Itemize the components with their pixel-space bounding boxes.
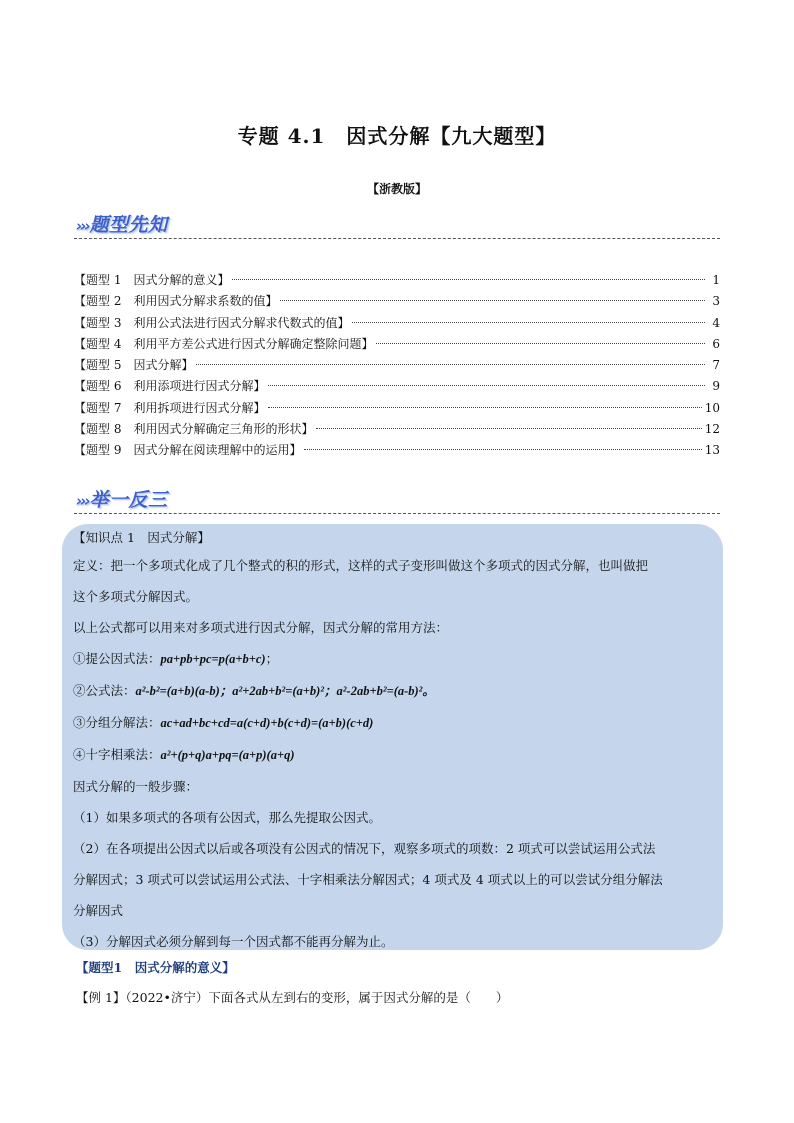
toc-item[interactable]: 【题型 9 因式分解在阅读理解中的运用】 13	[74, 443, 720, 458]
page-title: 专题 4.1 因式分解【九大题型】	[237, 124, 557, 148]
divider	[74, 513, 720, 514]
step-item: （2）在各项提出公因式以后或各项没有公因式的情况下，观察多项式的项数：2 项式可以尝试运用公式法	[73, 841, 656, 856]
toc-item[interactable]: 【题型 5 因式分解】 7	[74, 358, 720, 373]
knowledge-point-box	[62, 524, 723, 950]
toc-item[interactable]: 【题型 1 因式分解的意义】 1	[74, 273, 720, 287]
toc-item[interactable]: 【题型 8 利用因式分解确定三角形的形状】 12	[74, 422, 720, 437]
steps-title: 因式分解的一般步骤：	[73, 779, 199, 794]
formula: pa+pb+pc=p(a+b+c)	[160, 652, 266, 666]
methods-intro: 以上公式都可以用来对多项式进行因式分解，因式分解的常用方法：	[73, 620, 449, 635]
type1-heading: 【题型1 因式分解的意义】	[76, 960, 235, 975]
banner-text: 举一反三	[89, 489, 168, 511]
triple-arrow-icon: ›››	[76, 217, 89, 235]
section-banner-practice	[76, 485, 168, 515]
toc-item[interactable]: 【题型 6 利用添项进行因式分解】 9	[74, 379, 720, 394]
formula: a²+(p+q)a+pq=(a+p)(a+q)	[160, 748, 295, 762]
formula: ac+ad+bc+cd=a(c+d)+b(c+d)=(a+b)(c+d)	[160, 716, 374, 730]
method-cross-multiplication: ④十字相乘法：a²+(p+q)a+pq=(a+p)(a+q)	[73, 747, 295, 762]
table-of-contents	[74, 270, 720, 462]
toc-item[interactable]: 【题型 4 利用平方差公式进行因式分解确定整除问题】 6	[74, 336, 720, 351]
section-banner-preview	[76, 210, 168, 240]
divider	[74, 238, 720, 239]
banner-text: 题型先知	[89, 214, 168, 236]
toc-item[interactable]: 【题型 7 利用拆项进行因式分解】 10	[74, 400, 720, 415]
definition-line: 定义：把一个多项式化成了几个整式的积的形式，这样的式子变形叫做这个多项式的因式分解，也叫做把	[73, 558, 649, 573]
step-item: （1）如果多项式的各项有公因式，那么先提取公因式。	[73, 810, 381, 825]
step-item: （3）分解因式必须分解到每一个因式都不能再分解为止。	[73, 934, 394, 949]
example-question: 【例 1】（2022•济宁）下面各式从左到右的变形，属于因式分解的是（ ）	[76, 990, 509, 1005]
method-common-factor: ①提公因式法：pa+pb+pc=p(a+b+c)；	[73, 651, 279, 666]
formula: a²-b²=(a+b)(a-b)；a²+2ab+b²=(a+b)²；a²-2ab+b²=(a-b)²。	[135, 684, 435, 698]
step-item: 分解因式；3 项式可以尝试运用公式法、十字相乘法分解因式；4 项式及 4 项式以上的可以尝试分组分解法	[73, 872, 663, 887]
method-grouping: ③分组分解法：ac+ad+bc+cd=a(c+d)+b(c+d)=(a+b)(c+d)	[73, 715, 374, 730]
definition-line: 这个多项式分解因式。	[73, 589, 199, 604]
toc-item[interactable]: 【题型 3 利用公式法进行因式分解求代数式的值】 4	[74, 315, 720, 330]
edition-label: 【浙教版】	[366, 182, 427, 196]
triple-arrow-icon: ›››	[76, 492, 89, 510]
knowledge-heading: 【知识点 1 因式分解】	[73, 530, 210, 545]
toc-item[interactable]: 【题型 2 利用因式分解求系数的值】 3	[74, 294, 720, 309]
step-item: 分解因式	[73, 903, 124, 918]
method-formula: ②公式法：a²-b²=(a+b)(a-b)；a²+2ab+b²=(a+b)²；a²-2ab+b²=(a-b)²。	[73, 683, 435, 698]
